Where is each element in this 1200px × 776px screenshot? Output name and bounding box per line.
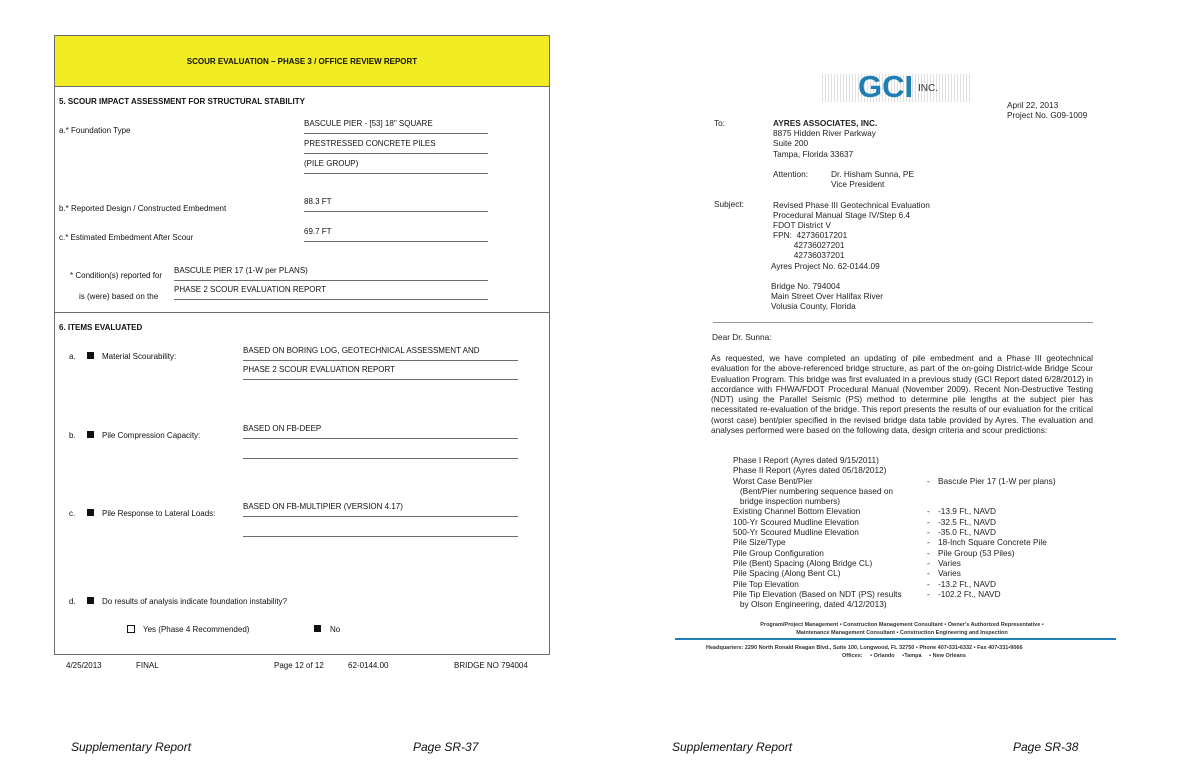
data-row-label: Worst Case Bent/Pier <box>733 475 813 486</box>
page-footer-left: Supplementary Report <box>71 740 192 754</box>
data-row <box>733 486 1093 496</box>
letter-divider <box>713 322 1093 323</box>
gci-logo <box>822 69 972 104</box>
item-d-letter: d. <box>69 597 76 606</box>
data-row <box>733 537 1093 547</box>
attention-line-2: Vice President <box>831 179 885 189</box>
data-row-dash: - <box>927 527 930 538</box>
data-row-label: Pile Tip Elevation (Based on NDT (PS) results <box>733 588 902 599</box>
data-row-label: Pile Size/Type <box>733 537 786 548</box>
data-row-dash: - <box>927 506 930 517</box>
yes-checkbox[interactable] <box>127 625 135 633</box>
form-header: SCOUR EVALUATION – PHASE 3 / OFFICE REVIEW REPORT <box>55 36 549 86</box>
subject-line-5: 42736027201 <box>773 240 845 250</box>
scour-embedment-label: c.* Estimated Embedment After Scour <box>59 233 194 242</box>
footer-rule <box>675 638 1116 640</box>
data-row <box>733 455 1093 465</box>
footer-page: Page 12 of 12 <box>274 661 324 670</box>
salutation: Dear Dr. Sunna: <box>712 332 772 342</box>
attention-line-1: Dr. Hisham Sunna, PE <box>831 169 915 179</box>
hq-line: Headquarters: 2290 North Ronald Reagan Blvd., Suite 100, Longwood, FL 32750 • Phone 407•331•6332 • Fax 407•331•9066 <box>706 645 1023 651</box>
data-row-label: 100-Yr Scoured Mudline Elevation <box>733 516 859 527</box>
project-number: Project No. G09-1009 <box>1007 110 1088 120</box>
footer-status: FINAL <box>136 661 159 670</box>
item-b-value-1: BASED ON FB-DEEP <box>243 424 518 439</box>
data-row-value: -13.2 Ft., NAVD <box>938 578 996 589</box>
footer-bridge: BRIDGE NO 794004 <box>454 661 528 670</box>
data-row-label: Pile Top Elevation <box>733 578 799 589</box>
subject-line-6: 42736037201 <box>773 250 845 260</box>
item-a-value-1: BASED ON BORING LOG, GEOTECHNICAL ASSESSMENT AND <box>243 346 518 361</box>
data-row-value: Varies <box>938 557 961 568</box>
item-b-value-2 <box>243 444 518 459</box>
to-line-1: AYRES ASSOCIATES, INC. <box>773 118 878 128</box>
to-label: To: <box>714 118 726 128</box>
data-row-label: 500-Yr Scoured Mudline Elevation <box>733 527 859 538</box>
condition-label-1: * Condition(s) reported for <box>70 271 163 280</box>
scour-form <box>54 35 550 655</box>
divider <box>55 312 549 313</box>
data-row-dash: - <box>927 557 930 568</box>
data-row-value: -35.0 Ft., NAVD <box>938 527 996 538</box>
data-row-value: Varies <box>938 568 961 579</box>
data-row <box>733 517 1093 527</box>
bridge-line-1: Bridge No. 794004 <box>771 281 841 291</box>
logo-text: GCI <box>858 69 914 104</box>
subject-line-3: FDOT District V <box>773 220 831 230</box>
data-row <box>733 506 1093 516</box>
yes-label: Yes (Phase 4 Recommended) <box>143 625 250 634</box>
condition-value-2: PHASE 2 SCOUR EVALUATION REPORT <box>174 285 488 300</box>
subject-line-4: FPN: 42736017201 <box>773 230 848 240</box>
design-embedment-value: 88.3 FT <box>304 197 488 212</box>
data-row <box>733 599 1093 609</box>
item-c-value-1: BASED ON FB-MULTIPIER (VERSION 4.17) <box>243 502 518 517</box>
foundation-type-value-2: PRESTRESSED CONCRETE PILES <box>304 139 488 154</box>
item-c-label: Pile Response to Lateral Loads: <box>102 509 216 518</box>
data-row <box>733 589 1093 599</box>
item-b-label: Pile Compression Capacity: <box>102 431 201 440</box>
letter-body: As requested, we have completed an updating of pile embedment and a Phase III geotechnical evaluation for the above-referenced bridge structure, as part of the on-going District-wide Bridge Scour Evaluation Program. This bridge was first evaluated in a previous study (GCI Report dated 6/28/2012) in accordance with FHWA/FDOT Procedural Manual (November 2009). Recent Non-Destructive Testing (NDT) using the Parallel Seismic (PS) method to determine pile lengths at the subject pier has necessitated re-evaluation of the bridge. This report presents the results of our evaluation for the critical (worst case) bent/pier specified in the revised bridge data table provided by Ayres. The evaluation and analyses performed were based on the following data, design criteria and scour predictions: <box>711 353 1093 436</box>
data-row <box>733 548 1093 558</box>
data-row-dash: - <box>927 537 930 548</box>
data-row-label: Existing Channel Bottom Elevation <box>733 506 861 517</box>
data-row-label: Pile Spacing (Along Bent CL) <box>733 568 841 579</box>
item-a-letter: a. <box>69 352 76 361</box>
attention-label: Attention: <box>773 169 809 179</box>
data-row <box>733 476 1093 486</box>
item-c-letter: c. <box>69 509 76 518</box>
footer-date: 4/25/2013 <box>66 661 102 670</box>
foundation-type-value-3: (PILE GROUP) <box>304 159 488 174</box>
data-row-dash: - <box>927 516 930 527</box>
data-row-value: Pile Group (53 Piles) <box>938 547 1015 558</box>
checkbox-checked <box>87 509 94 516</box>
hq-block <box>706 644 1086 660</box>
item-d-label: Do results of analysis indicate foundation instability? <box>102 597 287 606</box>
offices-line: Offices: • Orlando •Tampa • New Orleans <box>842 653 966 659</box>
to-line-4: Tampa, Florida 33637 <box>773 149 854 159</box>
data-row-dash: - <box>927 547 930 558</box>
checkbox-checked <box>87 597 94 604</box>
logo-suffix: INC. <box>918 83 938 94</box>
item-b-letter: b. <box>69 431 76 440</box>
data-row-value: -32.5 Ft., NAVD <box>938 516 996 527</box>
data-list <box>733 455 1093 609</box>
checkbox-checked <box>87 431 94 438</box>
foundation-type-label: a.* Foundation Type <box>59 126 131 135</box>
data-row <box>733 527 1093 537</box>
to-line-2: 8875 Hidden River Parkway <box>773 128 876 138</box>
condition-label-2: is (were) based on the <box>79 292 159 301</box>
page-footer-left-right: Supplementary Report <box>672 740 793 754</box>
data-row <box>733 568 1093 578</box>
data-row <box>733 579 1093 589</box>
data-row-label: Pile (Bent) Spacing (Along Bridge CL) <box>733 557 873 568</box>
data-row-value: -13.9 Ft., NAVD <box>938 506 996 517</box>
data-rows <box>733 455 1093 609</box>
item-a-value-2: PHASE 2 SCOUR EVALUATION REPORT <box>243 365 518 380</box>
data-row-dash: - <box>927 568 930 579</box>
data-row-value: Bascule Pier 17 (1-W per plans) <box>938 475 1056 486</box>
item-a-label: Material Scourability: <box>102 352 177 361</box>
data-row <box>733 465 1093 475</box>
scour-embedment-value: 69.7 FT <box>304 227 488 242</box>
page-number-left: Page SR-37 <box>413 740 479 754</box>
data-row <box>733 496 1093 506</box>
data-row-value: 18-Inch Square Concrete Pile <box>938 537 1047 548</box>
bridge-line-3: Volusia County, Florida <box>771 301 856 311</box>
checkbox-checked <box>87 352 94 359</box>
subject-label: Subject: <box>714 199 744 209</box>
subject-line-7: Ayres Project No. 62-0144.09 <box>771 261 880 271</box>
data-row-label: bridge inspection numbers) <box>733 496 840 507</box>
data-row-dash: - <box>927 475 930 486</box>
data-row <box>733 558 1093 568</box>
to-line-3: Suite 200 <box>773 138 809 148</box>
condition-value-1: BASCULE PIER 17 (1-W per PLANS) <box>174 266 488 281</box>
data-row-value: -102.2 Ft., NAVD <box>938 588 1001 599</box>
data-row-dash: - <box>927 578 930 589</box>
letter-date: April 22, 2013 <box>1007 100 1059 110</box>
footer-project: 62-0144.00 <box>348 661 389 670</box>
services-line-2: Maintenance Management Consultant • Construction Engineering and Inspection <box>796 630 1008 636</box>
divider <box>55 86 549 87</box>
services-block <box>722 621 1082 637</box>
no-label: No <box>330 625 341 634</box>
page-number-right: Page SR-38 <box>1013 740 1079 754</box>
services-line-1: Program/Project Management • Construction Management Consultant • Owner's Authorized Representative • <box>760 622 1044 628</box>
bridge-line-2: Main Street Over Halifax River <box>771 291 884 301</box>
data-row-label: Pile Group Configuration <box>733 547 824 558</box>
design-embedment-label: b.* Reported Design / Constructed Embedment <box>59 204 227 213</box>
section6-title: 6. ITEMS EVALUATED <box>59 323 143 332</box>
data-row-label: by Olson Engineering, dated 4/12/2013) <box>733 599 887 610</box>
section5-title: 5. SCOUR IMPACT ASSESSMENT FOR STRUCTURAL STABILITY <box>59 97 305 106</box>
no-checkbox[interactable] <box>314 625 321 632</box>
data-row-label: Phase I Report (Ayres dated 9/15/2011) <box>733 455 879 465</box>
item-c-value-2 <box>243 522 518 537</box>
data-row-label: (Bent/Pier numbering sequence based on <box>733 485 894 496</box>
data-row-dash: - <box>927 588 930 599</box>
data-row-label: Phase II Report (Ayres dated 05/18/2012) <box>733 465 887 476</box>
foundation-type-value-1: BASCULE PIER - [53] 18" SQUARE <box>304 119 488 134</box>
subject-line-2: Procedural Manual Stage IV/Step 6.4 <box>773 210 910 220</box>
subject-line-1: Revised Phase III Geotechnical Evaluation <box>773 200 930 210</box>
